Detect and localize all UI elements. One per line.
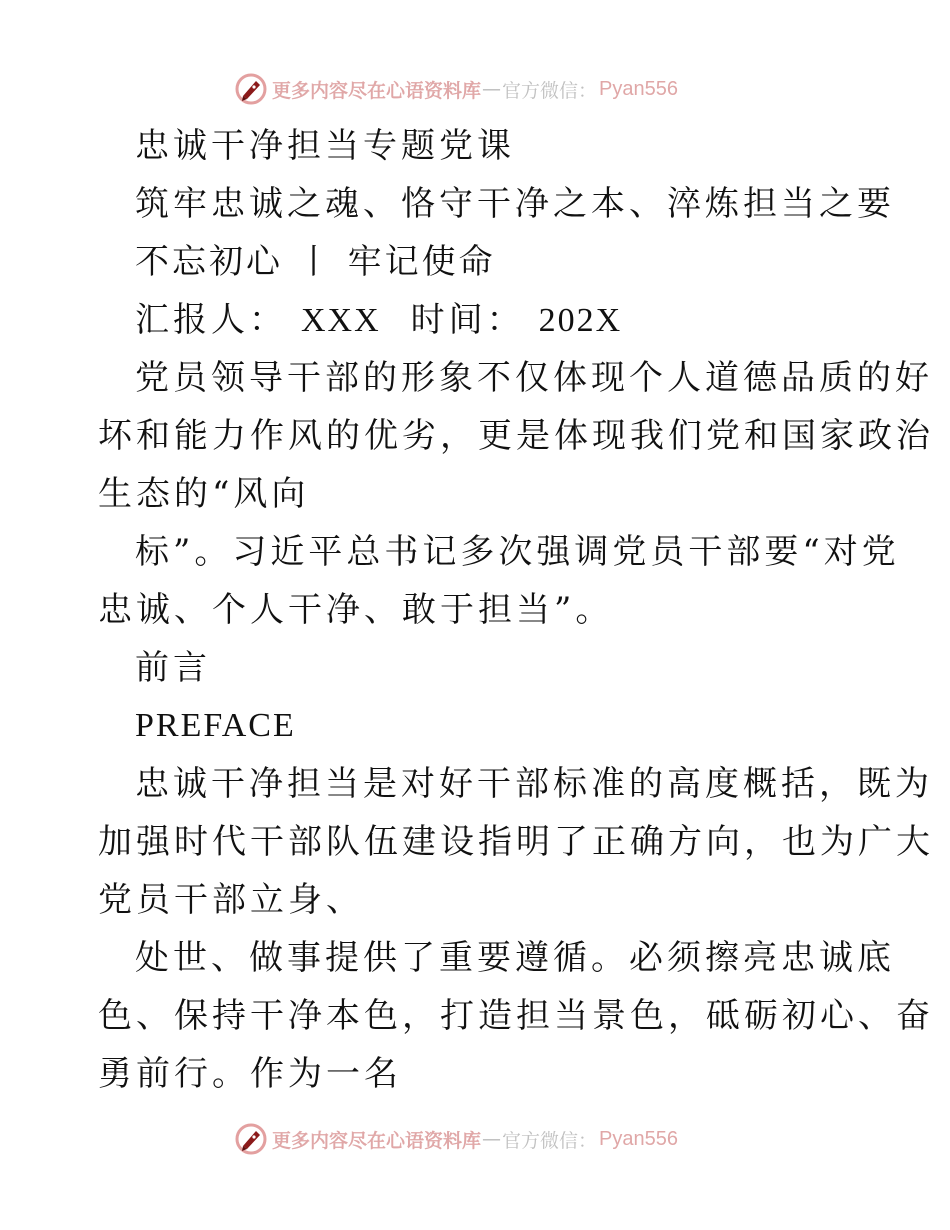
header-banner xyxy=(234,72,678,106)
paragraph-line: 勇前行。作为一名 xyxy=(98,1054,402,1094)
header-wechat-label: 官方微信： xyxy=(502,79,598,102)
time-value: 202X xyxy=(538,302,623,339)
footer-banner-separator: — xyxy=(482,1128,502,1150)
header-banner-separator: — xyxy=(482,78,502,100)
preface-heading-en: PREFACE xyxy=(135,707,296,744)
pen-nib-circle-icon xyxy=(234,1122,268,1156)
document-title: 忠诚干净担当专题党课 xyxy=(135,126,515,166)
paragraph-line: 加强时代干部队伍建设指明了正确方向，也为广大 xyxy=(98,822,934,862)
preface-heading-cn: 前言 xyxy=(135,648,211,688)
reporter-label: 汇报人： xyxy=(135,300,287,340)
time-label: 时间： xyxy=(410,300,525,340)
reporter-value: XXX xyxy=(301,302,381,339)
footer-banner xyxy=(234,1122,678,1156)
pen-nib-circle-icon xyxy=(234,72,268,106)
paragraph-line: 坏和能力作风的优劣，更是体现我们党和国家政治 xyxy=(98,416,934,456)
paragraph-line: 色、保持干净本色，打造担当景色，砥砺初心、奋 xyxy=(98,996,934,1036)
paragraph-line: 党员干部立身、 xyxy=(98,880,364,920)
document-slogan: 不忘初心 丨 牢记使命 xyxy=(135,242,496,282)
paragraph-line: 党员领导干部的形象不仅体现个人道德品质的好 xyxy=(135,358,933,398)
paragraph-line: 忠诚干净担当是对好干部标准的高度概括，既为 xyxy=(135,764,933,804)
paragraph-line: 处世、做事提供了重要遵循。必须擦亮忠诚底 xyxy=(135,938,895,978)
footer-wechat-label: 官方微信： xyxy=(502,1129,598,1152)
document-subtitle: 筑牢忠诚之魂、恪守干净之本、淬炼担当之要 xyxy=(135,184,895,224)
header-banner-text: 更多内容尽在心语资料库 xyxy=(272,79,482,102)
paragraph-line: 生态的“风向 xyxy=(98,474,310,514)
reporter-line xyxy=(135,300,622,341)
footer-wechat-id: Pyan556 xyxy=(599,1127,678,1150)
header-wechat-id: Pyan556 xyxy=(599,77,678,100)
footer-banner-text: 更多内容尽在心语资料库 xyxy=(272,1129,482,1152)
paragraph-line: 忠诚、个人干净、敢于担当”。 xyxy=(98,590,614,630)
paragraph-line: 标”。习近平总书记多次强调党员干部要“对党 xyxy=(135,532,900,572)
